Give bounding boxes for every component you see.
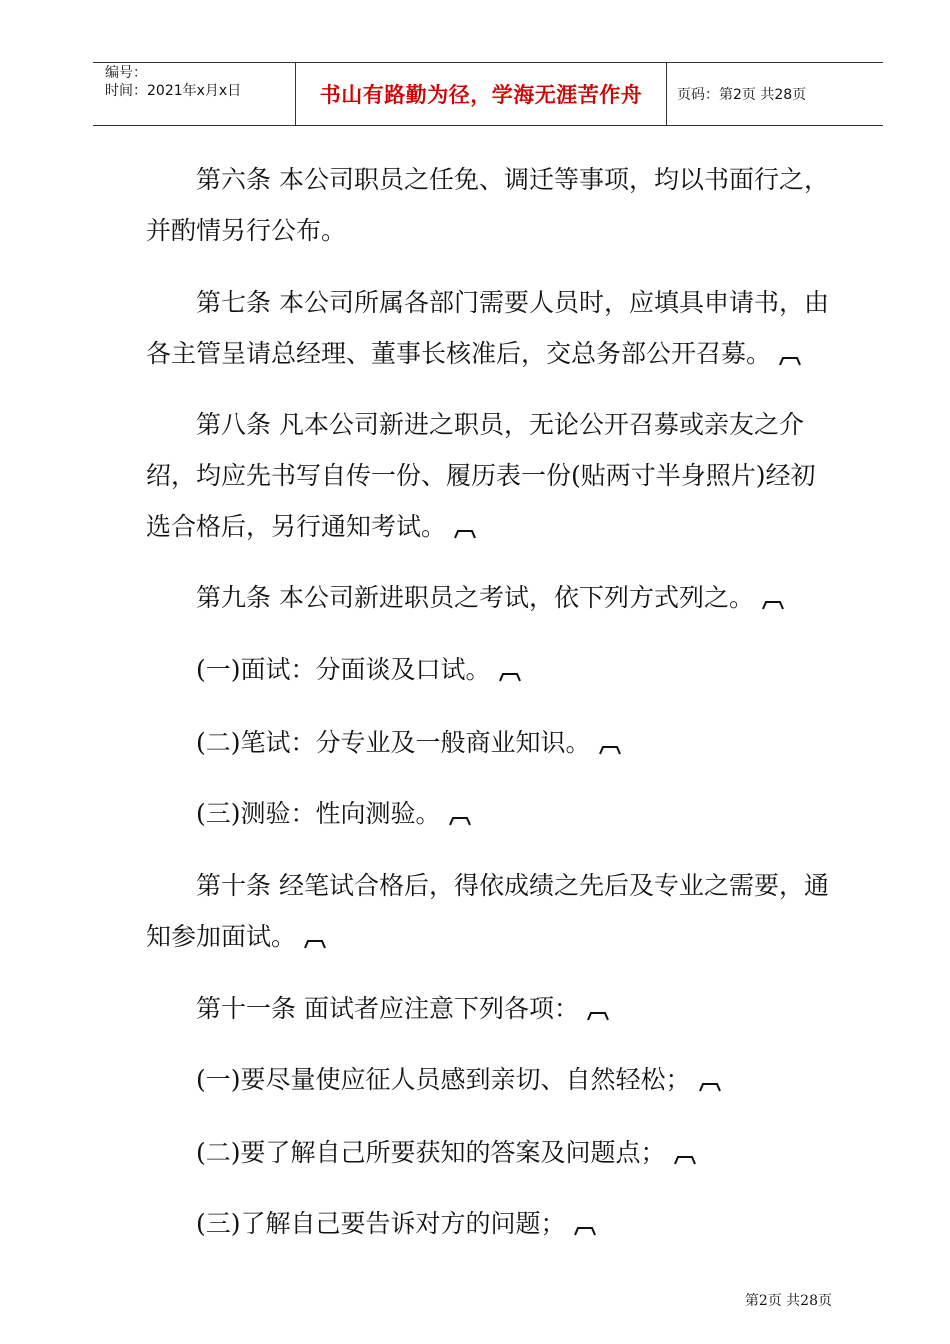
paragraph-mark-icon — [449, 816, 471, 826]
number-label: 编号： — [105, 65, 147, 81]
text-line: 第六条 本公司职员之任免、调迁等事项，均以书面行之， — [196, 165, 829, 194]
text-line: (三)了解自己要告诉对方的问题； — [196, 1207, 596, 1241]
text-line: 并酌情另行公布。 — [146, 216, 347, 245]
paragraph-mark-icon — [587, 1011, 609, 1021]
motto-text: 书山有路勤为径，学海无涯苦作舟 — [319, 83, 643, 107]
paragraph-mark-icon — [454, 529, 476, 539]
text-line: 各主管呈请总经理、董事长核准后，交总务部公开召募。 — [146, 337, 801, 371]
text-line: (三)测验：性向测验。 — [196, 797, 471, 831]
paragraph-mark-icon — [574, 1226, 596, 1236]
paragraph-mark-icon — [599, 745, 621, 755]
paragraph-mark-icon — [674, 1155, 696, 1165]
paragraph-mark-icon — [699, 1082, 721, 1092]
page-footer: 第2页 共28页 — [744, 1293, 832, 1309]
text-line: 第十一条 面试者应注意下列各项： — [196, 992, 609, 1026]
text-line: 第七条 本公司所属各部门需要人员时，应填具申请书，由 — [196, 288, 829, 317]
paragraph-mark-icon — [762, 600, 784, 610]
text-line: 第九条 本公司新进职员之考试，依下列方式列之。 — [196, 581, 784, 615]
text-line: 选合格后，另行通知考试。 — [146, 510, 476, 544]
document-header — [93, 62, 883, 126]
page-info: 页码：第2页 共28页 — [677, 87, 807, 103]
text-line: 知参加面试。 — [146, 920, 326, 954]
text-line: (二)笔试：分专业及一般商业知识。 — [196, 726, 621, 760]
text-line: 第十条 经笔试合格后，得依成绩之先后及专业之需要，通 — [196, 871, 829, 900]
paragraph-mark-icon — [499, 672, 521, 682]
time-label: 时间：2021年x月x日 — [105, 83, 242, 99]
text-line: (一)要尽量使应征人员感到亲切、自然轻松； — [196, 1063, 721, 1097]
text-line: 绍，均应先书写自传一份、履历表一份(贴两寸半身照片)经初 — [146, 461, 816, 490]
text-line: 第八条 凡本公司新进之职员，无论公开召募或亲友之介 — [196, 410, 804, 439]
header-page-cell — [667, 63, 883, 125]
header-meta-cell — [93, 63, 296, 125]
header-motto-cell — [296, 63, 667, 125]
text-line: (一)面试：分面谈及口试。 — [196, 653, 521, 687]
paragraph-mark-icon — [779, 356, 801, 366]
paragraph-mark-icon — [304, 939, 326, 949]
text-line: (二)要了解自己所要获知的答案及问题点； — [196, 1136, 696, 1170]
